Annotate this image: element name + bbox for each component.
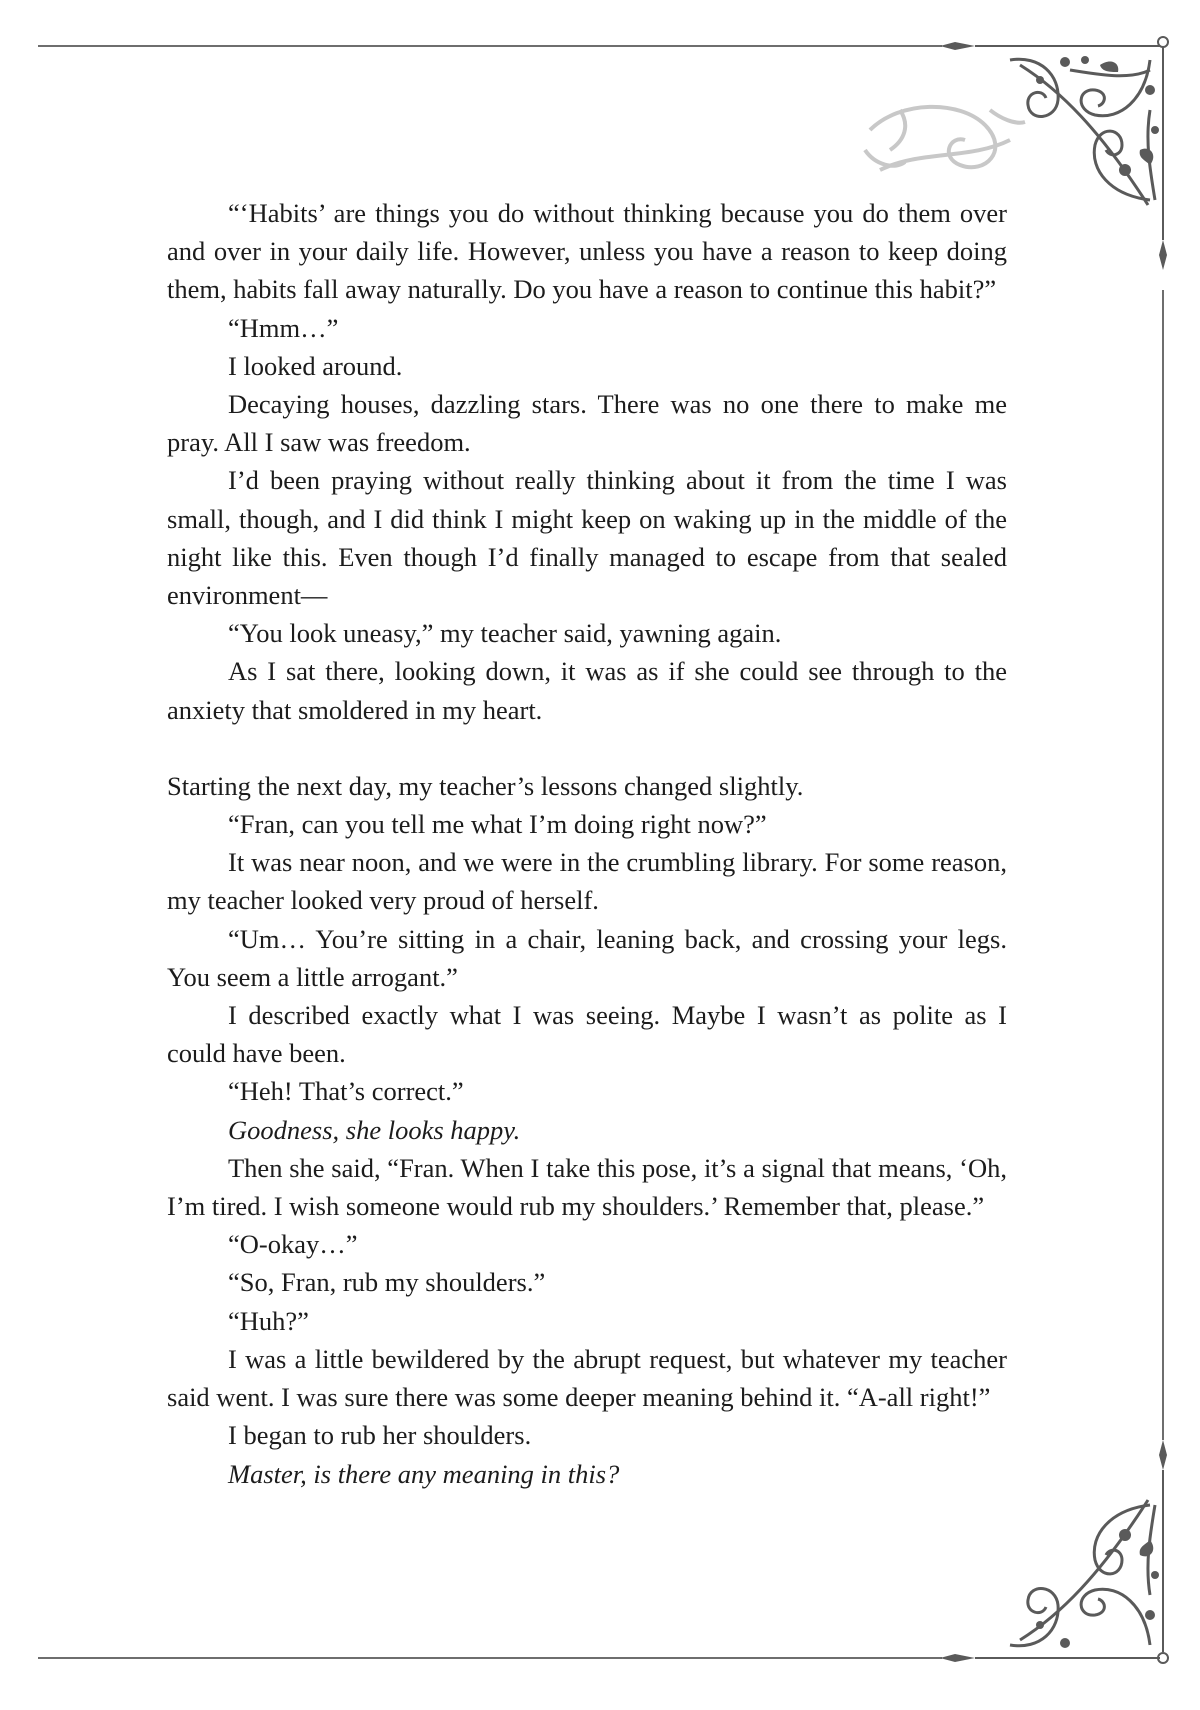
paragraph-16: “O-okay…”	[228, 1229, 358, 1260]
paragraph-13: “Heh! That’s correct.”	[228, 1076, 464, 1107]
paragraph-8: Starting the next day, my teacher’s lessons changed slightly.	[167, 770, 804, 801]
italic-thought: Master, is there any meaning in this?	[228, 1458, 620, 1489]
page-body	[167, 194, 1007, 1493]
paragraph-5: I’d been praying without really thinking about it from the time I was small, though, and I did think I might keep on waking up in the middle of the night like this. Even though I’d finally managed to escape from that sealed environment—	[167, 465, 1007, 611]
paragraph-19: I was a little bewildered by the abrupt request, but whatever my teacher said went. I was sure there was some deeper meaning behind it. “A-all right!”	[167, 1343, 1007, 1413]
scene-break	[167, 729, 1007, 767]
paragraph-7: As I sat there, looking down, it was as if she could see through to the anxiety that smoldered in my heart.	[167, 656, 1007, 725]
paragraph-6: “You look uneasy,” my teacher said, yawning again.	[228, 618, 782, 649]
paragraph-3: I looked around.	[228, 350, 403, 381]
paragraph-10: It was near noon, and we were in the crumbling library. For some reason, my teacher looked very proud of herself.	[167, 847, 1007, 916]
paragraph-17: “So, Fran, rub my shoulders.”	[228, 1267, 546, 1298]
paragraph-2: “Hmm…”	[228, 312, 339, 343]
swirl-watermark-ornament	[865, 107, 1025, 170]
paragraph-12: I described exactly what I was seeing. Maybe I wasn’t as polite as I could have been.	[167, 1000, 1007, 1069]
paragraph-11: “Um… You’re sitting in a chair, leaning back, and crossing your legs. You seem a little arrogant.”	[167, 923, 1007, 992]
paragraph-9: “Fran, can you tell me what I’m doing right now?”	[228, 809, 767, 840]
paragraph-1: “‘Habits’ are things you do without thinking because you do them over and over in your daily life. However, unless you have a reason to keep doing them, habits fall away naturally. Do you have a reason to continue this habit?”	[167, 198, 1007, 305]
paragraph-21-italic	[167, 1455, 1007, 1493]
paragraph-4: Decaying houses, dazzling stars. There was no one there to make me pray. All I saw was freedom.	[167, 389, 1007, 458]
italic-thought: Goodness, she looks happy.	[228, 1114, 521, 1145]
paragraph-14-italic	[167, 1111, 1007, 1149]
paragraph-18: “Huh?”	[228, 1305, 309, 1336]
paragraph-15: Then she said, “Fran. When I take this pose, it’s a signal that means, ‘Oh, I’m tired. I wish someone would rub my shoulders.’ Remember that, please.”	[167, 1152, 1007, 1222]
paragraph-20: I began to rub her shoulders.	[228, 1420, 532, 1451]
